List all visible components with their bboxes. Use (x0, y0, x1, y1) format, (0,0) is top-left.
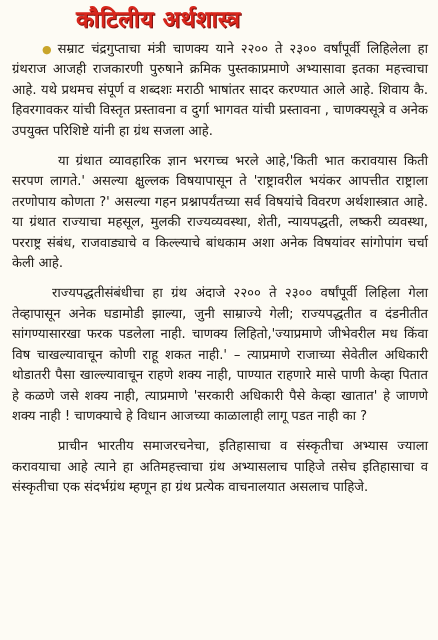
paragraph-governance: राज्यपद्धतीसंबंधीचा हा ग्रंथ अंदाजे २२०० ते २३०० वर्षांपूर्वी लिहिला गेला तेव्हापासून अनेक घडामोडी झाल्या, जुनी साम्राज्ये गेली; राज्यपद्धतीत व दंडनीतीत सांगण्यासारखा फरक पडलेला नाही. चाणक्य लिहितो,'ज्याप्रमाणे जीभेवरील मध किंवा विष चाखल्यावाचून कोणी राहू शकत नाही.' – त्याप्रमाणे राजाच्या सेवेतील अधिकारी थोडातरी पैसा खाल्ल्यावाचून राहणे शक्य नाही, पाण्यात राहणारे मासे पाणी केव्हा पितात हे कळणे जसे शक्य नाही, त्याप्रमाणे 'सरकारी अधिकारी पैसे केव्हा खातात' हे जाणणे शक्य नाही ! चाणक्याचे हे विधान आजच्या काळालाही लागू पडत नाही का ? (12, 286, 428, 424)
page-title: कौटिलीय अर्थशास्त्र (76, 6, 241, 33)
paragraph-intro (12, 40, 428, 142)
paragraph-practical-knowledge: या ग्रंथात व्यावहारिक ज्ञान भरगच्च भरले आहे,'किती भात करावयास किती सरपण लागते.' असल्या क्षुल्लक विषयापासून ते 'राष्ट्रावरील भयंकर आपत्तीत राष्ट्राला तरणोपाय कोणता ?' असल्या गहन प्रश्नापर्यंतच्या सर्व विषयांचे विवरण अर्थशास्त्रात आहे. या ग्रंथात राज्याचा महसूल, मुलकी राज्यव्यवस्था, शेती, न्यायपद्धती, लष्करी व्यवस्था, परराष्ट्र संबंध, राजवाड्याचे व किल्ल्याचे बांधकाम अशा अनेक विषयांवर सांगोपांग चर्चा केली आहे. (12, 154, 428, 272)
paragraph-intro-text: सम्राट चंद्रगुप्ताचा मंत्री चाणक्य याने २२०० ते २३०० वर्षांपूर्वी लिहिलेला हा ग्रंथराज आजही राजकारणी पुरुषाने क्रमिक पुस्तकाप्रमाणे अभ्यासावा इतका महत्त्वाचा आहे. यथे प्रथमच संपूर्ण व शब्दशः मराठी भाषांतर सादर करण्यात आले आहे. शिवाय कै. हिवरगावकर यांची विस्तृत प्रस्तावना व दुर्गा भागवत यांची प्रस्तावना , चाणक्यसूत्रे व अनेक उपयुक्त परिशिष्टे यांनी हा ग्रंथ सजला आहे. (12, 42, 428, 139)
paragraph-recommendation: प्राचीन भारतीय समाजरचनेचा, इतिहासाचा व संस्कृतीचा अभ्यास ज्याला करावयाचा आहे त्याने हा अतिमहत्त्वाचा ग्रंथ अभ्यासलाच पाहिजे तसेच इतिहासाचा व संस्कृतीचा एक संदर्भग्रंथ म्हणून हा ग्रंथ प्रत्येक वाचनालयात असलाच पाहिजे. (12, 439, 428, 496)
bullet-dot-icon: ● (42, 43, 52, 56)
